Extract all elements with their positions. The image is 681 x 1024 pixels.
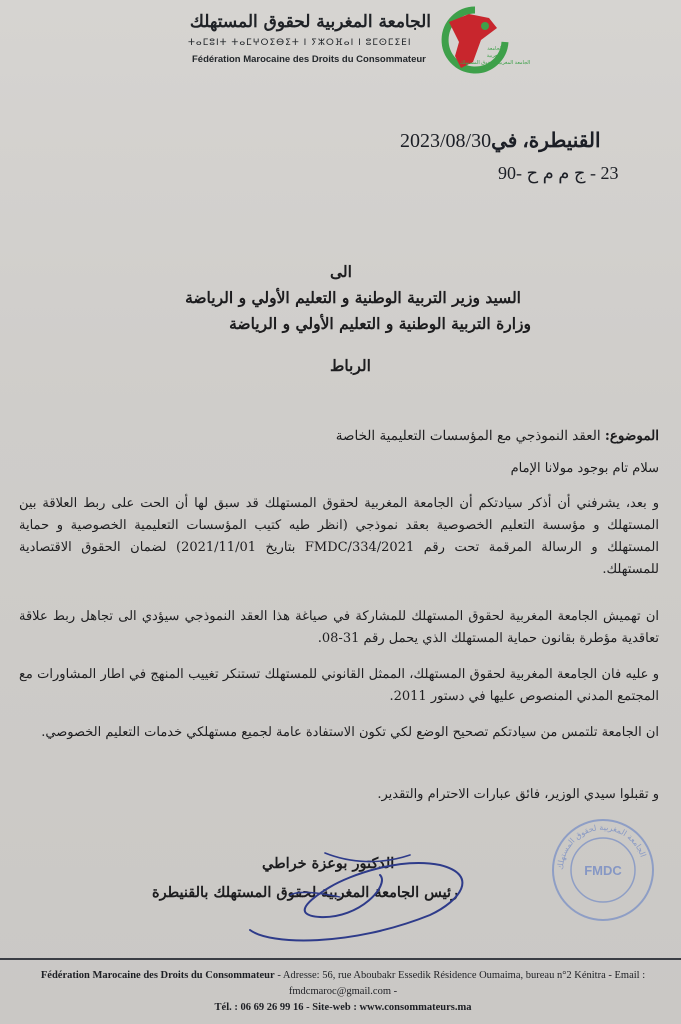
date-value: 2023/08/30 — [400, 130, 492, 152]
footer-address: - Adresse: 56, rue Aboubakr Essedik Résidence Oumaima, bureau n°2 Kénitra - Email : fmdcmaroc@gmail.com - — [274, 970, 646, 997]
paragraph-4: ان الجامعة تلتمس من سيادتكم تصحيح الوضع لكي تكون الاستفادة عامة لجميع مستهلكي خدمات التعليم الخصوصي. — [41, 725, 659, 740]
stamp-center-text: FMDC — [584, 863, 622, 878]
reference-number: 23 - ج م م ح -90 — [498, 163, 619, 183]
signatory-name: الدكتور بوعزة خراطي — [262, 855, 395, 872]
subject-text: العقد النموذجي مع المؤسسات التعليمية الخاصة — [335, 428, 601, 444]
date-place: القنيطرة، في — [491, 130, 601, 152]
logo-caption: الجامعة المغربية لحقوق المستهلك — [459, 60, 531, 66]
fmdc-stamp — [548, 815, 658, 925]
footer — [18, 968, 668, 1016]
svg-text:المغربية: المغربية — [486, 53, 504, 59]
letter-date — [400, 128, 601, 153]
fmdc-logo — [435, 6, 531, 74]
handwritten-signature — [230, 835, 490, 950]
svg-text:الجامعة: الجامعة — [487, 46, 503, 52]
signatory-title: رئيس الجامعة المغربية لحقوق المستهلك بالقنيطرة — [152, 884, 459, 901]
recipient-city: الرباط — [330, 356, 371, 375]
paragraph-2: ان تهميش الجامعة المغربية لحقوق المستهلك للمشاركة في صياغة هذا العقد النموذجي سيؤدي الى تجاهل ربط علاقة تعاقدية مؤطرة بقانون حماية المستهلك الذي يحمل رقم 31-08. — [19, 609, 659, 646]
greeting: سلام تام بوجود مولانا الإمام — [510, 461, 659, 476]
footer-org: Fédération Marocaine des Droits du Consommateur — [40, 970, 275, 981]
recipient-line-1: السيد وزير التربية الوطنية و التعليم الأولي و الرياضة — [185, 288, 521, 307]
subject-label: الموضوع: — [604, 428, 659, 444]
stamp-ring-text: الجامعة المغربية لحقوق المستهلك — [555, 822, 648, 871]
subject-line — [336, 428, 659, 444]
org-name-tifinagh: ⵜⴰⵎⵓⵏⵜ ⵜⴰⵎⵖⵔⵉⴱⵉⵜ ⵏ ⵢⵣⵔⴼⴰⵏ ⵏ ⵓⵎⵙⵎⵉⴹⵏ — [188, 38, 412, 48]
org-name-french: Fédération Marocaine des Droits du Consommateur — [192, 54, 426, 65]
recipient-to: الى — [330, 262, 352, 281]
footer-divider — [0, 958, 681, 960]
closing-line: و تقبلوا سيدي الوزير، فائق عبارات الاحترام والتقدير. — [377, 787, 659, 802]
org-name-arabic: الجامعة المغربية لحقوق المستهلك — [189, 12, 431, 32]
paragraph-3: و عليه فان الجامعة المغربية لحقوق المستهلك، الممثل القانوني للمستهلك تستنكر تغييب المنهج في اطار المشاورات مع المجتمع المدني المنصوص عليها في دستور 2011. — [19, 667, 659, 704]
recipient-line-2: وزارة التربية الوطنية و التعليم الأولي و الرياضة — [229, 314, 531, 333]
paragraph-1: و بعد، يشرفني أن أذكر سيادتكم أن الجامعة المغربية لحقوق المستهلك قد سبق لها أن الحت على ربط العلاقة بين المستهلك و مؤسسة التعليم الخصوصية بعقد نموذجي (انظر طيه كتيب المؤسسات التعليمية الخصوصية و حماية المستهلك و الرسالة المرقمة تحت رقم 2021/FMDC/334 بتاريخ 2021/11/01) لضمان الحقوق الاقتصادية للمستهلك. — [19, 496, 660, 577]
footer-contact: Tél. : 06 69 26 99 16 - Site-web : www.consommateurs.ma — [214, 1002, 472, 1013]
